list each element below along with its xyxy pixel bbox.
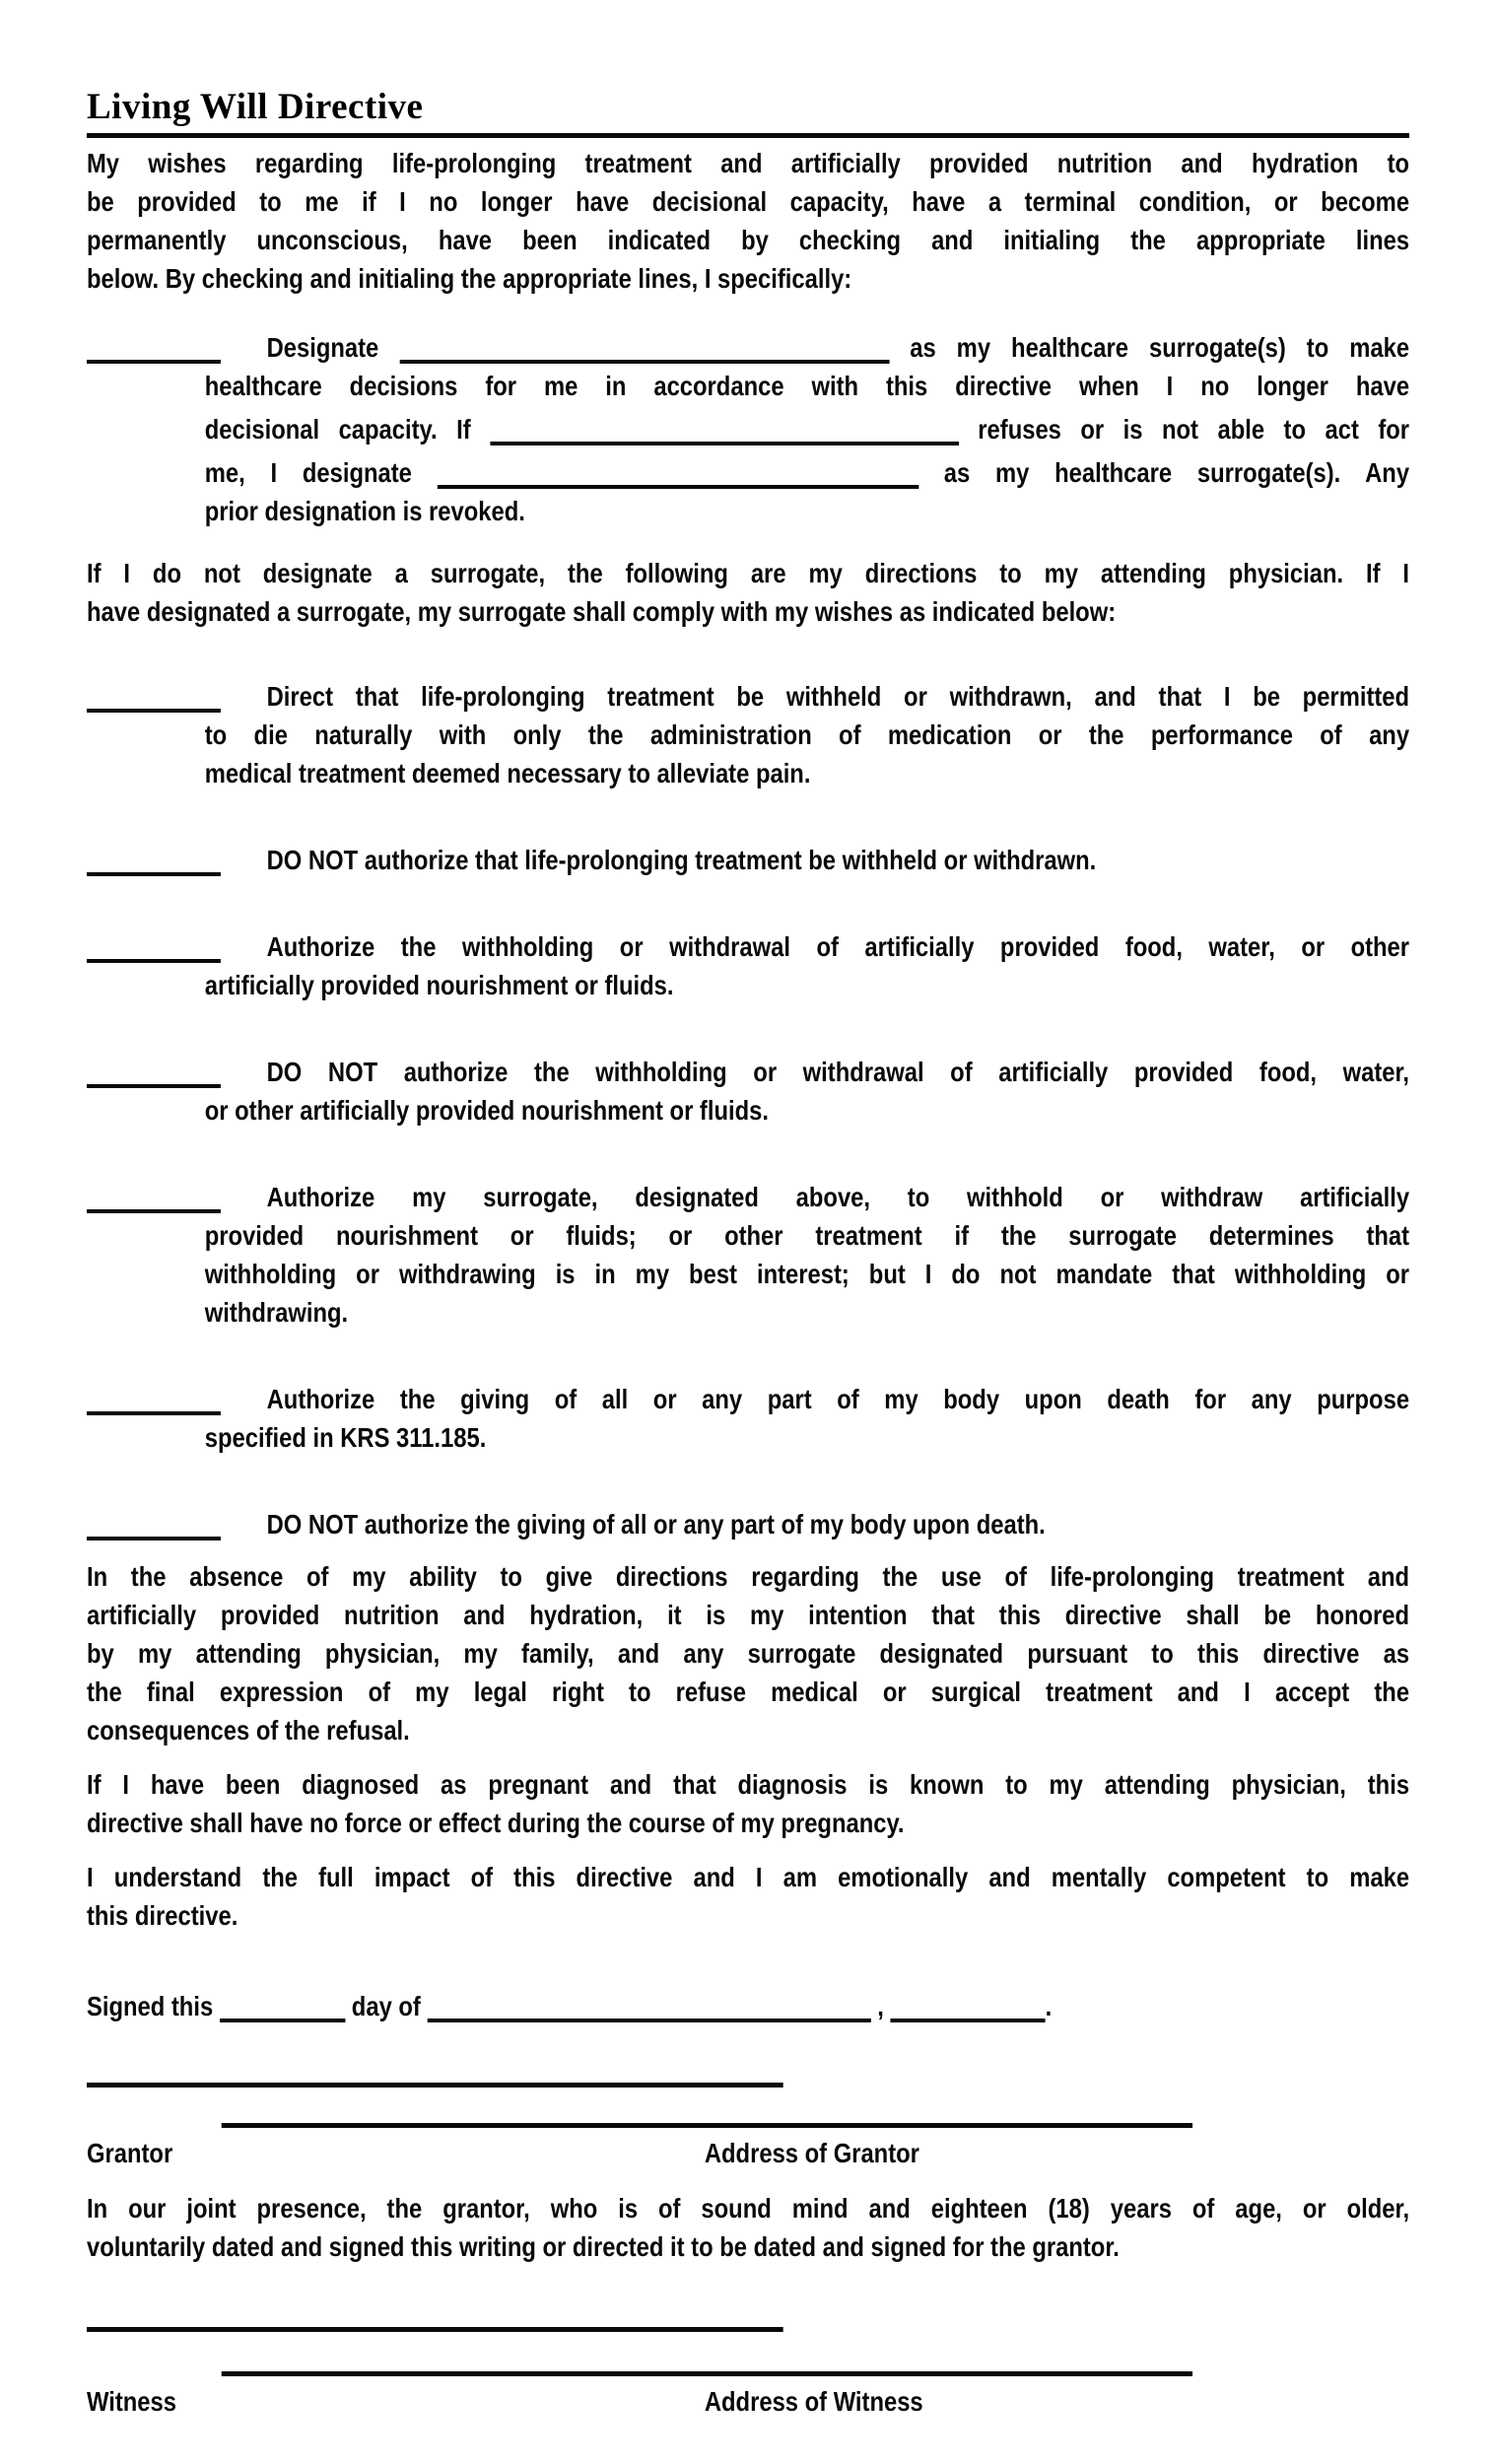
- text-line: directive shall have no force or effect during the course of my pregnancy.: [87, 1807, 905, 1838]
- intro-line-2: be provided to me if I no longer have decisional capacity, have a terminal condition, or become: [87, 185, 1410, 217]
- initials-blank-line[interactable]: [87, 1507, 221, 1540]
- witness-signature-line[interactable]: [87, 2327, 783, 2332]
- item-text: Authorize my surrogate, designated above, to withhold or withdraw artificially: [266, 1181, 1410, 1212]
- item-text-line: prior designation is revoked.: [204, 495, 525, 526]
- surrogate-name-blank-line[interactable]: [399, 330, 889, 364]
- item-text: Direct that life-prolonging treatment be withheld or withdrawn, and that I be permitted: [266, 680, 1410, 712]
- intro-line-1: My wishes regarding life-prolonging treatment and artificially provided nutrition and hydration to: [87, 147, 1410, 178]
- month-blank-line[interactable]: [427, 1989, 870, 2022]
- grantor-address-label: Address of Grantor: [704, 2137, 919, 2168]
- grantor-signature-block: [87, 2083, 1409, 2179]
- item-text-line: to die naturally with only the administration of medication or the performance of any: [204, 719, 1410, 750]
- grantor-label: Grantor: [87, 2137, 173, 2168]
- pregnancy-paragraph: [87, 1765, 1409, 1842]
- item-text: Designate: [266, 331, 379, 363]
- item-text-line: [87, 836, 1409, 879]
- text-line: In our joint presence, the grantor, who is of sound mind and eighteen (18) years of age, or older,: [87, 2192, 1410, 2224]
- year-blank-line[interactable]: [890, 1989, 1045, 2022]
- initials-blank-line[interactable]: [87, 1382, 221, 1415]
- item-text-line: [87, 323, 1409, 367]
- item-text-line: [87, 1375, 1409, 1418]
- text-line: If I have been diagnosed as pregnant and that diagnosis is known to my attending physician, this: [87, 1768, 1410, 1800]
- signed-text: day of: [351, 1990, 421, 2021]
- text-line: the final expression of my legal right to refuse medical or surgical treatment and I accept the: [87, 1676, 1410, 1707]
- signed-text: Signed this: [87, 1990, 214, 2021]
- directive-item-do-not-withhold-treatment: [87, 836, 1409, 879]
- directive-item-do-not-withdraw-artificial-nutrition: [87, 1048, 1409, 1129]
- day-blank-line[interactable]: [220, 1989, 345, 2022]
- witness-address-label: Address of Witness: [704, 2385, 923, 2417]
- alternate-surrogate-blank-line[interactable]: [438, 455, 918, 489]
- item-text: as my healthcare surrogate(s) to make: [910, 331, 1410, 363]
- text-line: In the absence of my ability to give directions regarding the use of life-prolonging treatment and: [87, 1560, 1410, 1592]
- signed-text: .: [1045, 1990, 1053, 2021]
- intro-paragraph: [87, 144, 1409, 298]
- signed-date-line: [87, 1982, 1409, 2025]
- directive-item-designate-surrogate: [87, 323, 1409, 530]
- intro-line-4: below. By checking and initialing the appropriate lines, I specifically:: [87, 262, 852, 294]
- witness-label-row: [87, 2376, 1409, 2428]
- item-text-line: [87, 448, 1409, 492]
- witness-intro-paragraph: [87, 2189, 1409, 2266]
- item-text-line: [87, 405, 1409, 448]
- directive-item-no-organ-donation: [87, 1500, 1409, 1543]
- text-line: [87, 1982, 1409, 2025]
- grantor-signature-line[interactable]: [87, 2083, 783, 2088]
- directive-item-withdraw-artificial-nutrition: [87, 923, 1409, 1004]
- item-text: decisional capacity. If: [204, 413, 471, 445]
- witness-label: Witness: [87, 2385, 176, 2417]
- item-text: Authorize the giving of all or any part of my body upon death for any purpose: [266, 1383, 1410, 1414]
- item-text-line: withdrawing.: [204, 1296, 349, 1328]
- first-surrogate-blank-line[interactable]: [490, 412, 959, 445]
- grantor-label-row: [87, 2128, 1409, 2179]
- initials-blank-line[interactable]: [87, 1180, 221, 1213]
- item-text-line: [87, 1500, 1409, 1543]
- item-text-line: [87, 923, 1409, 966]
- absence-paragraph: [87, 1557, 1409, 1749]
- text-line: I understand the full impact of this directive and I am emotionally and mentally competent to make: [87, 1861, 1410, 1892]
- item-text-line: healthcare decisions for me in accordance with this directive when I no longer have: [204, 370, 1410, 401]
- intro-line-3: permanently unconscious, have been indicated by checking and initialing the appropriate lines: [87, 224, 1410, 255]
- item-text: refuses or is not able to act for: [978, 413, 1410, 445]
- item-text-line: [87, 1173, 1409, 1216]
- item-text-line: [87, 1048, 1409, 1091]
- item-text: me, I designate: [204, 456, 412, 488]
- witness-signature-block: [87, 2327, 1409, 2428]
- directions-paragraph: [87, 554, 1409, 631]
- item-text: DO NOT authorize the giving of all or any part of my body upon death.: [266, 1508, 1046, 1540]
- item-text: DO NOT authorize the withholding or withdrawal of artificially provided food, water,: [266, 1056, 1410, 1087]
- item-text-line: withholding or withdrawing is in my best interest; but I do not mandate that withholding or: [204, 1258, 1410, 1289]
- directive-item-organ-donation: [87, 1375, 1409, 1457]
- directive-item-surrogate-discretion: [87, 1173, 1409, 1332]
- text-line: have designated a surrogate, my surrogate shall comply with my wishes as indicated below:: [87, 595, 1117, 627]
- text-line: consequences of the refusal.: [87, 1714, 410, 1745]
- item-text-line: artificially provided nourishment or fluids.: [204, 969, 674, 1000]
- text-line: If I do not designate a surrogate, the following are my directions to my attending physician. If I: [87, 557, 1410, 588]
- item-text-line: specified in KRS 311.185.: [204, 1421, 487, 1453]
- text-line: by my attending physician, my family, and any surrogate designated pursuant to this directive as: [87, 1637, 1410, 1669]
- directive-item-direct-natural-death: [87, 672, 1409, 792]
- signed-text: ,: [877, 1990, 884, 2021]
- item-text: as my healthcare surrogate(s). Any: [943, 456, 1410, 488]
- text-line: artificially provided nutrition and hydration, it is my intention that this directive shall be honored: [87, 1599, 1410, 1630]
- initials-blank-line[interactable]: [87, 330, 221, 364]
- competence-paragraph: [87, 1858, 1409, 1935]
- initials-blank-line[interactable]: [87, 1055, 221, 1088]
- item-text-line: provided nourishment or fluids; or other treatment if the surrogate determines that: [204, 1219, 1410, 1251]
- initials-blank-line[interactable]: [87, 929, 221, 963]
- page-title: Living Will Directive: [87, 87, 1409, 138]
- initials-blank-line[interactable]: [87, 679, 221, 713]
- item-text: DO NOT authorize that life-prolonging treatment be withheld or withdrawn.: [266, 844, 1097, 875]
- initials-blank-line[interactable]: [87, 843, 221, 876]
- item-text-line: medical treatment deemed necessary to alleviate pain.: [204, 757, 811, 788]
- text-line: voluntarily dated and signed this writing or directed it to be dated and signed for the grantor.: [87, 2230, 1120, 2262]
- item-text-line: or other artificially provided nourishment or fluids.: [204, 1094, 769, 1126]
- item-text: Authorize the withholding or withdrawal of artificially provided food, water, or other: [266, 930, 1410, 962]
- item-text-line: [87, 672, 1409, 716]
- text-line: this directive.: [87, 1899, 238, 1931]
